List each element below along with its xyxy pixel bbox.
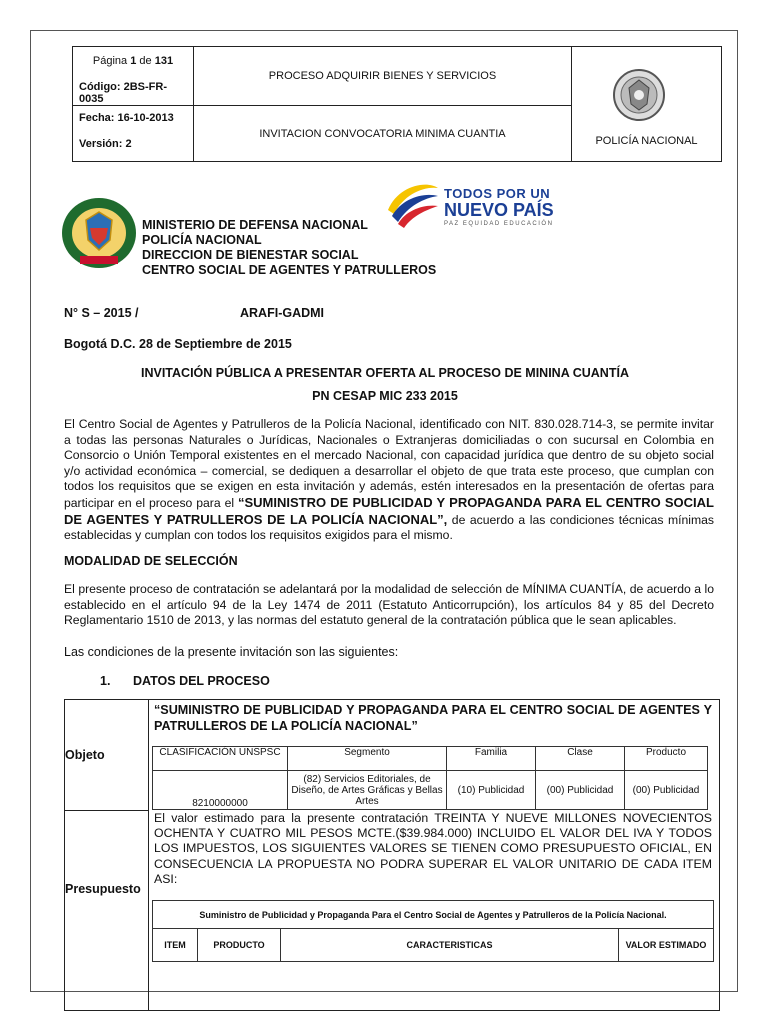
family-header: Familia	[447, 747, 536, 771]
presupuesto-label: Presupuesto	[65, 882, 141, 896]
label-column	[65, 700, 149, 1010]
doc-code: Código: 2BS-FR-0035	[79, 81, 167, 105]
budget-table-title: Suministro de Publicidad y Propaganda Para el Centro Social de Agentes y Patrulleros de la Policía Nacional.	[153, 901, 714, 929]
modalidad-heading: MODALIDAD DE SELECCIÓN	[64, 554, 238, 568]
place-date: Bogotá D.C. 28 de Septiembre de 2015	[64, 337, 292, 351]
process-code-heading: PN CESAP MIC 233 2015	[312, 389, 458, 403]
unspsc-header: CLASIFICACIÓN UNSPSC	[153, 747, 288, 771]
segment-header: Segmento	[288, 747, 447, 771]
brand-tagline: PAZ EQUIDAD EDUCACIÓN	[444, 221, 554, 227]
class-value: (00) Publicidad	[536, 771, 625, 810]
conditions-text: Las condiciones de la presente invitación son las siguientes:	[64, 645, 399, 659]
page-of: de	[139, 55, 152, 67]
row-divider	[65, 810, 149, 811]
police-seal-icon	[612, 68, 666, 122]
objeto-text: “SUMINISTRO DE PUBLICIDAD Y PROPAGANDA PARA EL CENTRO SOCIAL DE AGENTES Y PATRULLEROS DE LA POLICÍA NACIONAL”	[154, 703, 712, 733]
caracteristicas-header: CARACTERISTICAS	[281, 929, 619, 962]
page-total: 131	[154, 55, 174, 67]
process-title: PROCESO ADQUIRIR BIENES Y SERVICIOS	[194, 47, 572, 106]
intro-paragraph	[64, 417, 714, 544]
brand-line1: TODOS POR UN	[444, 186, 551, 201]
ministry-line: DIRECCION DE BIENESTAR SOCIAL	[142, 248, 359, 262]
intro-object-bold: “SUMINISTRO DE PUBLICIDAD Y PROPAGANDA PARA EL CENTRO SOCIAL DE AGENTES Y PATRULLEROS DE LA POLICÍA NACIONAL”,	[64, 494, 714, 527]
invitation-heading: INVITACIÓN PÚBLICA A PRESENTAR OFERTA AL PROCESO DE MININA CUANTÍA	[141, 366, 629, 380]
producto-header: PRODUCTO	[198, 929, 281, 962]
family-value: (10) Publicidad	[447, 771, 536, 810]
ministry-block	[142, 218, 436, 278]
unspsc-code: 8210000000	[153, 771, 288, 810]
valor-header: VALOR ESTIMADO	[619, 929, 714, 962]
segment-value: (82) Servicios Editoriales, de Diseño, de Artes Gráficas y Bellas Artes	[288, 771, 447, 810]
section-number: 1.	[100, 674, 111, 688]
reference-code: ARAFI-GADMI	[240, 306, 325, 320]
intro-text: El Centro Social de Agentes y Patrulleros de la Policía Nacional, identificado con NIT. 830.028.714-3, se permite invitar a todas las personas Naturales o Jurídicas, Nacionales o Extranjeras domiciliadas o con sucursal en Colombia en Consorcio o Unión Temporal existentes en el mercado Nacional, con capacidad jurídica que dentro de su objeto social y/o actividad económica – comercial, se dediquen a desarrollar el objeto de que trata este proceso, que cumplan con todos los requisitos que se exigen en esta invitación y además, estén interesados en la presentación de ofertas para participar en el proceso para el	[64, 417, 714, 510]
ministry-line: MINISTERIO DE DEFENSA NACIONAL	[142, 218, 368, 232]
page-number: 1	[130, 55, 137, 67]
police-shield-logo-icon	[60, 196, 138, 270]
section-title: DATOS DEL PROCESO	[133, 674, 270, 688]
product-value: (00) Publicidad	[625, 771, 708, 810]
doc-version: Versión: 2	[79, 138, 132, 150]
reference-number: N° S – 2015 /	[64, 306, 139, 320]
item-header: ITEM	[153, 929, 198, 962]
intro-text-end: de acuerdo a las condiciones técnicas mínimas establecidas y cumplan con todos los requisitos exigidos para el mismo.	[64, 512, 714, 543]
ministry-line: CENTRO SOCIAL DE AGENTES Y PATRULLEROS	[142, 263, 437, 277]
page-counter-cell	[73, 47, 194, 106]
brand-line2: NUEVO PAÍS	[444, 200, 554, 220]
invitation-title: INVITACION CONVOCATORIA MINIMA CUANTIA	[194, 106, 572, 162]
class-header: Clase	[536, 747, 625, 771]
unspsc-table	[152, 746, 708, 810]
modalidad-paragraph: El presente proceso de contratación se adelantará por la modalidad de selección de MÍNIMA CUANTÍA, de acuerdo a lo establecido en el artículo 94 de la Ley 1474 de 2011 (Estatuto Anticorrupción), los artículos 84 y 85 del Decreto Reglamentario 1510 de 2013, y las normas del estatuto general de la contratación pública que le sean aplicables.	[64, 582, 714, 628]
product-header: Producto	[625, 747, 708, 771]
org-name: POLICÍA NACIONAL	[595, 135, 698, 147]
date-version-cell	[73, 106, 194, 162]
budget-items-table	[152, 900, 714, 962]
objeto-label: Objeto	[65, 748, 105, 762]
ministry-line: POLICÍA NACIONAL	[142, 233, 262, 247]
presupuesto-text: El valor estimado para la presente contratación TREINTA Y NUEVE MILLONES NOVECIENTOS OCHENTA Y CUATRO MIL PESOS MCTE.($39.984.000) INCLUIDO EL VALOR DEL IVA Y TODOS LOS IMPUESTOS, LOS SIGUIENTES VALORES SE TIENEN COMO PRESUPUESTO OFICIAL, EN CONSECUENCIA LA PROPUESTA NO PODRA SUPERAR EL VALOR UNITARIO DE CADA ITEM ASI:	[154, 811, 712, 886]
page-prefix: Página	[92, 55, 128, 67]
doc-date: Fecha: 16-10-2013	[79, 112, 174, 124]
